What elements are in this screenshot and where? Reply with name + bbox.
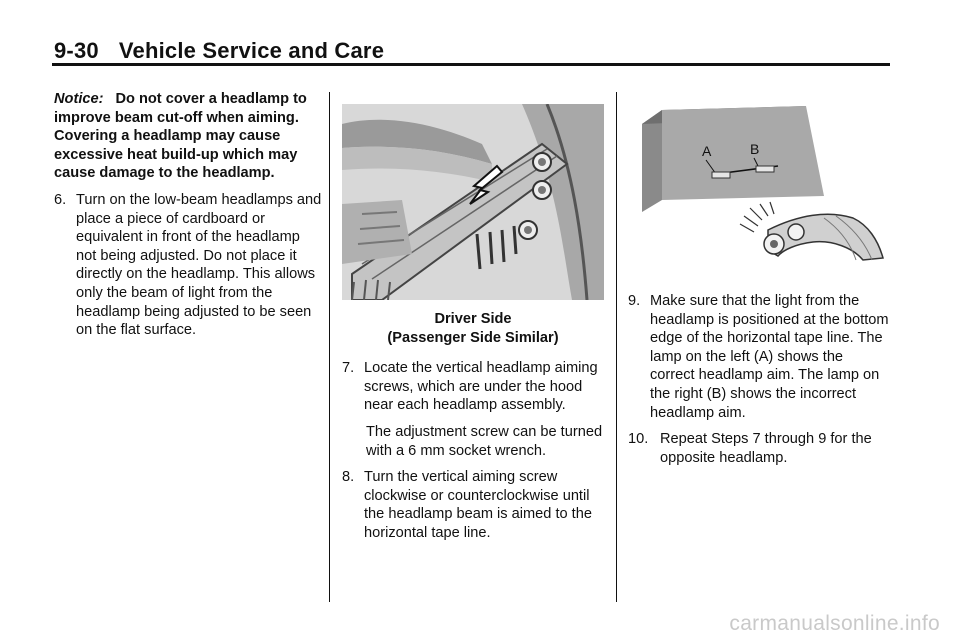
column-divider-2 [616, 92, 617, 602]
step-9 [628, 292, 890, 422]
caption-line-2: (Passenger Side Similar) [387, 329, 559, 346]
step-text: Make sure that the light from the headlamp is positioned at the bottom edge of the horizontal tape line. The lamp on the left (A) shows the correct headlamp aim. The lamp on the right (B) shows the incorrect headlamp aim. [650, 293, 889, 421]
step-6 [54, 191, 322, 340]
section-title: Vehicle Service and Care [118, 38, 385, 63]
headlamp-aim-wall-illustration [628, 100, 890, 278]
page-number: 9-30 [54, 38, 99, 63]
step-text: Turn the vertical aiming screw clockwise or counterclockwise until the headlamp beam is aimed to the horizontal tape line. [364, 469, 592, 541]
caption-line-1: Driver Side [434, 311, 512, 327]
step-text: Locate the vertical headlamp aiming screws, which are under the hood near each headlamp assembly. [364, 360, 598, 414]
figure-label-b: B [750, 141, 760, 157]
column-3 [628, 90, 890, 475]
page-header [54, 38, 384, 64]
step-text: Repeat Steps 7 through 9 for the opposite headlamp. [660, 431, 872, 466]
figure-caption [342, 310, 604, 347]
step-number: 8. [342, 469, 355, 486]
column-divider-1 [329, 92, 330, 602]
header-rule [52, 63, 890, 66]
step-number: 10. [628, 431, 649, 448]
watermark: carmanualsonline.info [729, 612, 940, 635]
step-7 [342, 359, 604, 415]
step-number: 9. [628, 293, 641, 309]
notice-label: Notice: [54, 91, 104, 107]
step-number: 7. [342, 360, 355, 377]
step-number: 6. [54, 191, 67, 208]
step-8 [342, 468, 604, 542]
step-text: Turn on the low-beam headlamps and place a piece of cardboard or equivalent in front of the headlamp not being adjusted. Do not place it directly on the headlamp. This allows only the beam of light from the headlamp being adjusted to be seen on the flat surface. [76, 191, 322, 339]
notice-paragraph [54, 90, 322, 183]
step-10 [628, 430, 890, 467]
notice-text: Do not cover a headlamp to improve beam cut-off when aiming. Covering a headlamp may cause excessive heat build-up which may cause damage to the headlamp. [54, 91, 307, 182]
step-7-note: The adjustment screw can be turned with a 6 mm socket wrench. [366, 423, 603, 459]
figure-label-a: A [702, 143, 712, 159]
headlamp-aiming-screw-illustration [342, 104, 604, 300]
column-2 [342, 90, 604, 551]
column-1 [54, 90, 322, 348]
